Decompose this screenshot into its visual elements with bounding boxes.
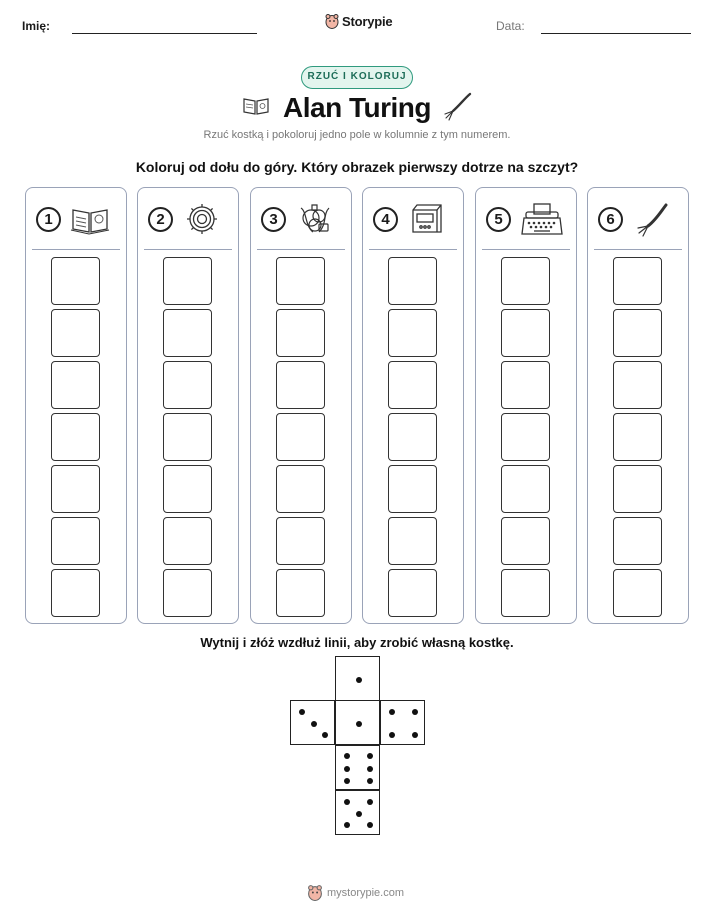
pip: [367, 766, 373, 772]
date-label: Data:: [496, 19, 525, 33]
color-cell[interactable]: [613, 465, 662, 513]
color-cell[interactable]: [163, 569, 212, 617]
pip: [344, 799, 350, 805]
column-divider: [482, 249, 570, 250]
color-cell[interactable]: [388, 465, 437, 513]
pip: [344, 822, 350, 828]
pip: [412, 732, 418, 738]
cable-icon: [441, 92, 473, 122]
color-cell[interactable]: [501, 517, 550, 565]
cable-icon: [632, 202, 672, 240]
pip: [344, 766, 350, 772]
color-cell[interactable]: [613, 413, 662, 461]
column-divider: [144, 249, 232, 250]
column-number: 1: [36, 207, 61, 232]
instruction-heading: Koloruj od dołu do góry. Który obrazek pierwszy dotrze na szczyt?: [135, 159, 579, 175]
color-cell[interactable]: [51, 517, 100, 565]
column-number: 5: [486, 207, 511, 232]
color-cell[interactable]: [276, 413, 325, 461]
color-cell[interactable]: [501, 569, 550, 617]
dice-face-4: [380, 700, 425, 745]
column-divider: [594, 249, 682, 250]
column-header: [363, 188, 463, 250]
pip: [299, 709, 305, 715]
footer-url[interactable]: mystorypie.com: [327, 886, 405, 899]
pip: [367, 778, 373, 784]
column-header: [588, 188, 688, 250]
cut-instruction: Wytnij i złóż wzdłuż linii, aby zrobić własną kostkę.: [200, 635, 514, 650]
color-cell[interactable]: [388, 257, 437, 305]
pip: [367, 753, 373, 759]
color-cell[interactable]: [276, 569, 325, 617]
pip: [389, 732, 395, 738]
pip: [322, 732, 328, 738]
color-cell[interactable]: [276, 361, 325, 409]
footer: [307, 884, 404, 901]
column-1: [25, 187, 127, 624]
column-2: [137, 187, 239, 624]
color-cell[interactable]: [501, 309, 550, 357]
color-cell[interactable]: [613, 517, 662, 565]
color-cell[interactable]: [388, 361, 437, 409]
name-label: Imię:: [22, 19, 51, 33]
color-cell[interactable]: [163, 257, 212, 305]
color-cell[interactable]: [613, 361, 662, 409]
color-cell[interactable]: [613, 569, 662, 617]
column-divider: [369, 249, 457, 250]
pip: [356, 677, 362, 683]
column-header: [138, 188, 238, 250]
pip: [311, 721, 317, 727]
pip: [344, 753, 350, 759]
color-cell[interactable]: [276, 517, 325, 565]
column-number: 2: [148, 207, 173, 232]
pip: [367, 799, 373, 805]
column-5: [475, 187, 577, 624]
color-cell[interactable]: [51, 257, 100, 305]
column-number: 3: [261, 207, 286, 232]
color-cell[interactable]: [163, 361, 212, 409]
color-cell[interactable]: [613, 257, 662, 305]
color-cell[interactable]: [163, 517, 212, 565]
subtitle: Rzuć kostką i pokoloruj jedno pole w kolumnie z tym numerem.: [203, 129, 511, 141]
column-number: 6: [598, 207, 623, 232]
pip: [389, 709, 395, 715]
color-cell[interactable]: [51, 309, 100, 357]
column-header: [251, 188, 351, 250]
column-header: [476, 188, 576, 250]
column-header: [26, 188, 126, 250]
brand-logo: [325, 13, 392, 29]
column-4: [362, 187, 464, 624]
color-cell[interactable]: [276, 465, 325, 513]
dice-face-1: [335, 656, 380, 701]
dice-face-1: [335, 700, 380, 745]
mascot-icon: [307, 884, 323, 901]
typewriter-icon: [520, 202, 564, 240]
brand-name: Storypie: [342, 13, 393, 29]
dice-face-3: [290, 700, 335, 745]
pip: [356, 721, 362, 727]
color-cell[interactable]: [276, 309, 325, 357]
color-cell[interactable]: [501, 361, 550, 409]
color-cell[interactable]: [388, 413, 437, 461]
activity-badge: RZUĆ I KOLORUJ: [301, 66, 413, 89]
gear-icon: [182, 202, 222, 236]
mascot-icon: [325, 13, 339, 29]
color-cell[interactable]: [163, 465, 212, 513]
color-cell[interactable]: [388, 517, 437, 565]
enigma-machine-icon: [407, 202, 447, 236]
color-cell[interactable]: [163, 413, 212, 461]
tangled-wires-icon: [295, 202, 335, 236]
open-book-icon: [70, 202, 110, 236]
pip: [367, 822, 373, 828]
color-cell[interactable]: [51, 465, 100, 513]
page-title: Alan Turing: [283, 92, 431, 123]
pip: [356, 811, 362, 817]
color-cell[interactable]: [163, 309, 212, 357]
column-number: 4: [373, 207, 398, 232]
color-cell[interactable]: [501, 465, 550, 513]
date-field[interactable]: [541, 33, 691, 34]
color-cell[interactable]: [501, 257, 550, 305]
color-cell[interactable]: [51, 413, 100, 461]
pip: [412, 709, 418, 715]
color-cell[interactable]: [613, 309, 662, 357]
name-field[interactable]: [72, 33, 257, 34]
color-cell[interactable]: [51, 569, 100, 617]
pip: [344, 778, 350, 784]
column-divider: [257, 249, 345, 250]
color-cell[interactable]: [51, 361, 100, 409]
dice-face-6: [335, 745, 380, 790]
column-3: [250, 187, 352, 624]
color-cell[interactable]: [501, 413, 550, 461]
color-cell[interactable]: [276, 257, 325, 305]
dice-face-5: [335, 790, 380, 835]
color-cell[interactable]: [388, 569, 437, 617]
column-6: [587, 187, 689, 624]
color-cell[interactable]: [388, 309, 437, 357]
column-divider: [32, 249, 120, 250]
